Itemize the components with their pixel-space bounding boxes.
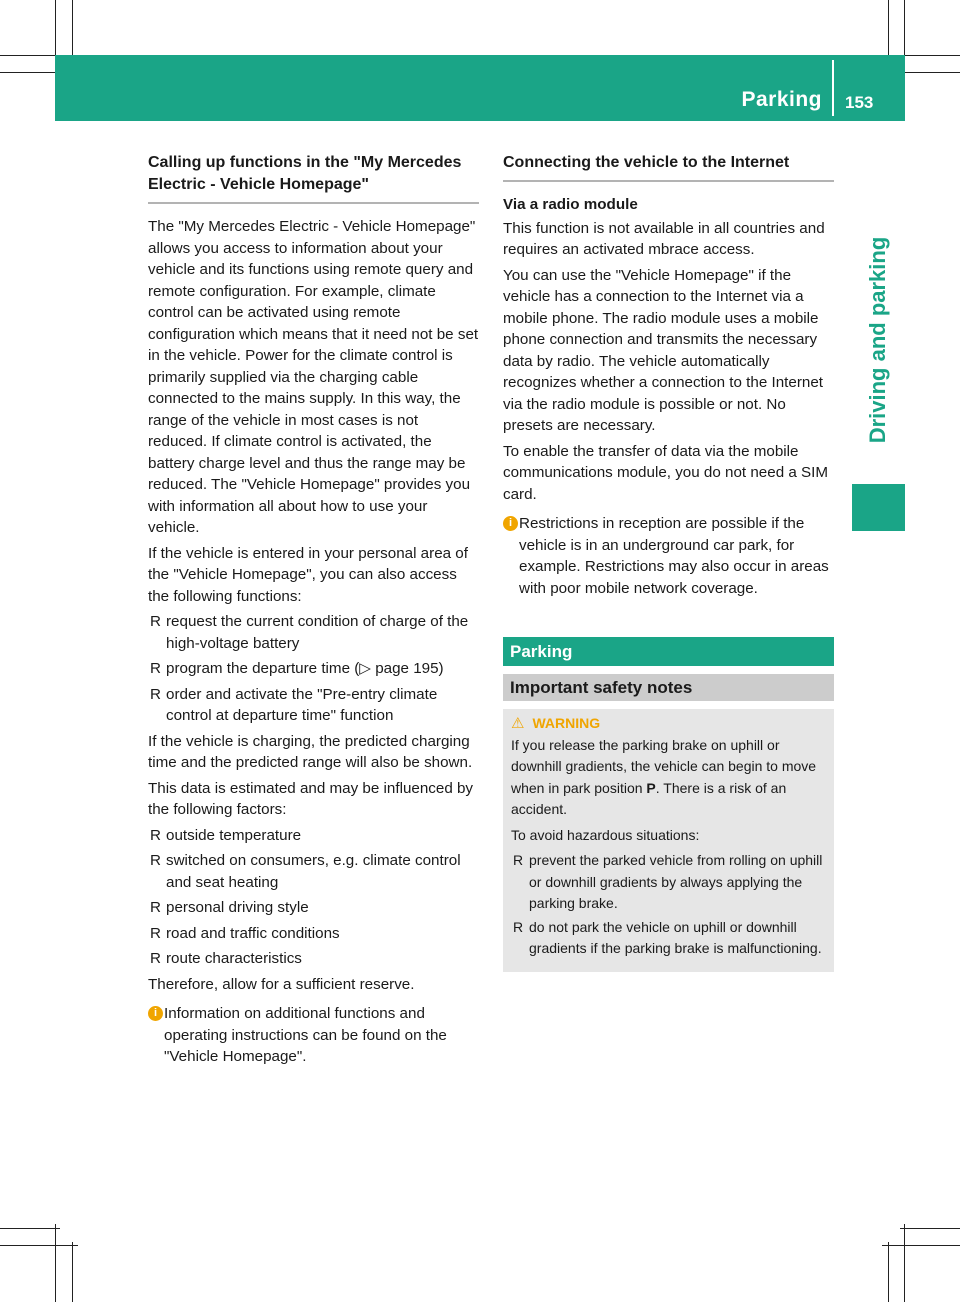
crop-mark	[904, 1224, 905, 1302]
avoid-intro: To avoid hazardous situations:	[511, 826, 700, 843]
sim-paragraph: To enable the transfer of data via the mobile communications module, you do not need a SIM card.	[503, 442, 829, 503]
subsection-bar-safety: Important safety notes	[503, 674, 834, 701]
warning-title: WARNING	[532, 715, 601, 731]
subheading-radio-module: Via a radio module	[503, 196, 638, 213]
page-number: 153	[845, 93, 874, 112]
list-item: R switched on consumers, e.g. climate control and seat heating	[150, 852, 461, 891]
crop-mark	[0, 72, 60, 73]
reserve-note: Therefore, allow for a sufficient reserve.	[148, 975, 415, 993]
bullet-icon: R	[150, 899, 161, 916]
list-item	[148, 658, 479, 680]
info-note: i Restrictions in reception are possible if the vehicle is in an underground car park, for example. Restrictions may also occur in areas with poor mobile network coverage.	[503, 513, 834, 599]
intro-paragraph: The "My Mercedes Electric - Vehicle Homepage" allows you access to information about your vehicle and its functions using remote query and remote configuration. For example, climate control can be activated using remote configuration which means that it need not be set in the vehicle. Power for the climate control is primarily supplied via the charging cable connected to the mains supply. In this way, the range of the vehicle in most cases is not reduced. If climate control is activated, the battery charge level and thus the range may be reduced. The "Vehicle Homepage" provides you with information all about how to use your vehicle.	[148, 218, 479, 536]
estimate-intro: This data is estimated and may be influenced by the following factors:	[148, 779, 474, 818]
crop-mark	[55, 1224, 56, 1302]
section-heading-homepage: Calling up functions in the "My Mercedes Electric - Vehicle Homepage"	[148, 152, 479, 204]
section-bar-parking: Parking	[503, 637, 834, 666]
crop-mark	[882, 1245, 960, 1246]
access-intro: If the vehicle is entered in your personal area of the "Vehicle Homepage", you can also access the following functions:	[148, 544, 468, 605]
crop-mark	[0, 1245, 78, 1246]
info-icon: i	[148, 1006, 163, 1021]
info-note: i Information on additional functions and operating instructions can be found on the "Vehicle Homepage".	[148, 1003, 479, 1068]
crop-mark	[72, 0, 73, 60]
list-item: R route characteristics	[148, 948, 479, 970]
header-divider	[832, 60, 834, 116]
functions-list	[148, 611, 479, 727]
warning-text: If you release the parking brake on uphill or downhill gradients, the vehicle can begin to move when in park position P. There is a risk of an accident.	[511, 736, 817, 817]
list-item: R road and traffic conditions	[148, 923, 479, 945]
warning-header	[511, 713, 826, 735]
connection-paragraph: You can use the "Vehicle Homepage" if the vehicle has a connection to the Internet via a mobile phone. The radio module uses a mobile phone connection and transmits the necessary data by radio. The vehicle automatically recognizes whether a connection to the Internet via the radio module is possible or not. No presets are necessary.	[503, 266, 823, 434]
bullet-icon: R	[150, 826, 161, 844]
warning-box	[503, 709, 834, 972]
page-reference-link[interactable]: program the departure time (▷ page 195)	[166, 660, 444, 677]
info-icon: i	[503, 516, 518, 531]
park-position-label: P	[646, 779, 656, 796]
section-title: Parking	[741, 88, 822, 111]
crop-mark	[0, 1228, 60, 1229]
left-column	[148, 152, 479, 1068]
section-heading-internet: Connecting the vehicle to the Internet	[503, 152, 834, 182]
availability-paragraph: This function is not available in all countries and requires an activated mbrace access.	[503, 219, 825, 258]
factors-list	[148, 825, 479, 970]
crop-mark	[900, 1228, 960, 1229]
bullet-icon: R	[150, 660, 161, 677]
list-item: R request the current condition of charge of the high-voltage battery	[150, 613, 469, 652]
list-item: R personal driving style	[148, 897, 479, 919]
bullet-icon: R	[513, 852, 524, 868]
warning-list	[511, 850, 826, 960]
crop-mark	[888, 1242, 889, 1302]
bullet-icon: R	[150, 924, 161, 942]
list-item: R outside temperature	[148, 825, 479, 847]
bullet-icon: R	[150, 852, 161, 869]
bullet-icon: R	[150, 950, 161, 967]
right-column	[503, 152, 834, 972]
bullet-icon: R	[150, 613, 161, 630]
list-item: R order and activate the "Pre-entry climate control at departure time" function	[150, 685, 438, 724]
crop-mark	[72, 1242, 73, 1302]
crop-mark	[900, 72, 960, 73]
chapter-side-tab: Driving and parking	[865, 236, 890, 444]
crop-mark	[888, 0, 889, 60]
list-item: R do not park the vehicle on uphill or downhill gradients if the parking brake is malfunctioning.	[513, 918, 822, 956]
bullet-icon: R	[150, 685, 161, 703]
charging-note: If the vehicle is charging, the predicted charging time and the predicted range will also be shown.	[148, 732, 473, 771]
list-item: R prevent the parked vehicle from rolling on uphill or downhill gradients by always applying the parking brake.	[513, 852, 823, 911]
bullet-icon: R	[513, 918, 524, 935]
warning-triangle-icon: ⚠	[511, 715, 525, 732]
chapter-marker-block	[852, 484, 905, 531]
